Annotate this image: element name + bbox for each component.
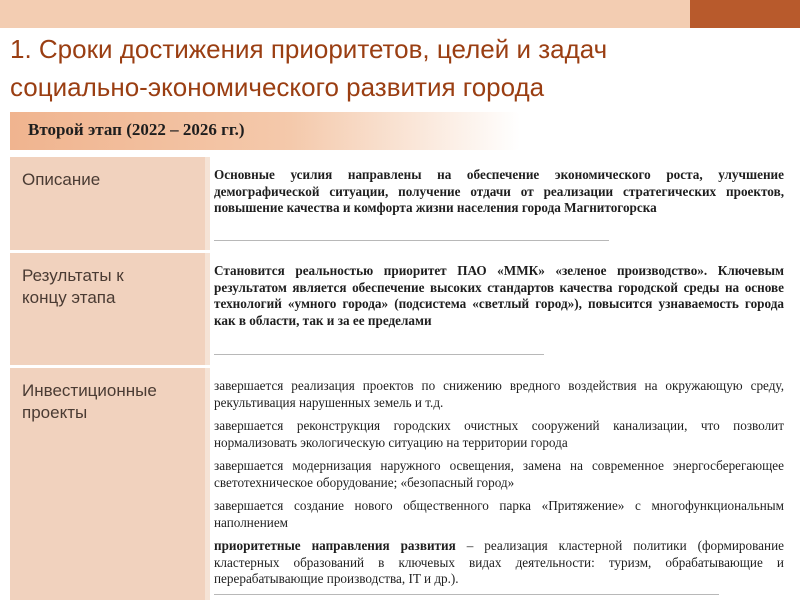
investment-item-5	[214, 538, 784, 588]
page-title	[10, 30, 790, 106]
investment-underline	[214, 594, 719, 595]
investment-item-5-bold: приоритетные направления развития	[214, 538, 456, 553]
investment-item-4: завершается создание нового общественного парка «Притяжение» с многофункциональным наполнением	[214, 498, 784, 530]
description-text: Основные усилия направлены на обеспечение экономического роста, улучшение демографической ситуации, получение отдачи от реализации стратегических проектов, повышение качества и комфорта жизни населения города Магнитогорска	[214, 167, 784, 215]
description-underline	[214, 240, 609, 241]
investment-item-1: завершается реализация проектов по снижению вредного воздействия на окружающую среду, рекультивация нарушенных земель и т.д.	[214, 378, 784, 410]
row-investment-label-line1: Инвестиционные	[22, 381, 157, 400]
results-underline	[214, 354, 544, 355]
row-results-label-line1: Результаты к	[22, 266, 124, 285]
top-decor-bar-light	[0, 0, 690, 28]
row-description-label	[10, 157, 205, 250]
row-investment-label	[10, 368, 205, 600]
row-investment-content	[210, 368, 792, 600]
row-description	[10, 157, 792, 250]
row-investment-label-line2: проекты	[22, 403, 88, 422]
row-results-content	[210, 253, 792, 365]
page-title-line1: 1. Сроки достижения приоритетов, целей и задач	[10, 34, 608, 64]
top-decor-bar	[0, 0, 800, 28]
stage-banner	[10, 112, 520, 150]
top-decor-bar-dark	[690, 0, 800, 28]
investment-item-5-rest: – реализация кластерной политики (формирование кластерных образований в ключевых видах деятельности: туризм, обрабатывающие и перерабатывающие производства, IT и др.).	[214, 538, 784, 586]
results-text: Становится реальностью приоритет ПАО «ММК» «зеленое производство». Ключевым результатом является обеспечение высоких стандартов качества городской среды на основе технологий «умного города» (подсистема «светлый город»), повысится узнаваемость города как в области, так и за ее пределами	[214, 263, 784, 328]
row-investment	[10, 368, 792, 600]
investment-item-3: завершается модернизация наружного освещения, замена на современное энергосберегающее светотехническое оборудование; «безопасный город»	[214, 458, 784, 490]
row-description-content	[210, 157, 792, 250]
stage-table	[10, 157, 792, 600]
row-results-label	[10, 253, 205, 365]
page-title-line2: социально-экономического развития города	[10, 72, 545, 102]
row-results-label-line2: концу этапа	[22, 288, 116, 307]
row-results	[10, 253, 792, 365]
investment-item-2: завершается реконструкция городских очистных сооружений канализации, что позволит нормализовать экологическую ситуацию на территории города	[214, 418, 784, 450]
row-description-label-text: Описание	[22, 170, 101, 189]
stage-label: Второй этап (2022 – 2026 гг.)	[28, 120, 245, 139]
